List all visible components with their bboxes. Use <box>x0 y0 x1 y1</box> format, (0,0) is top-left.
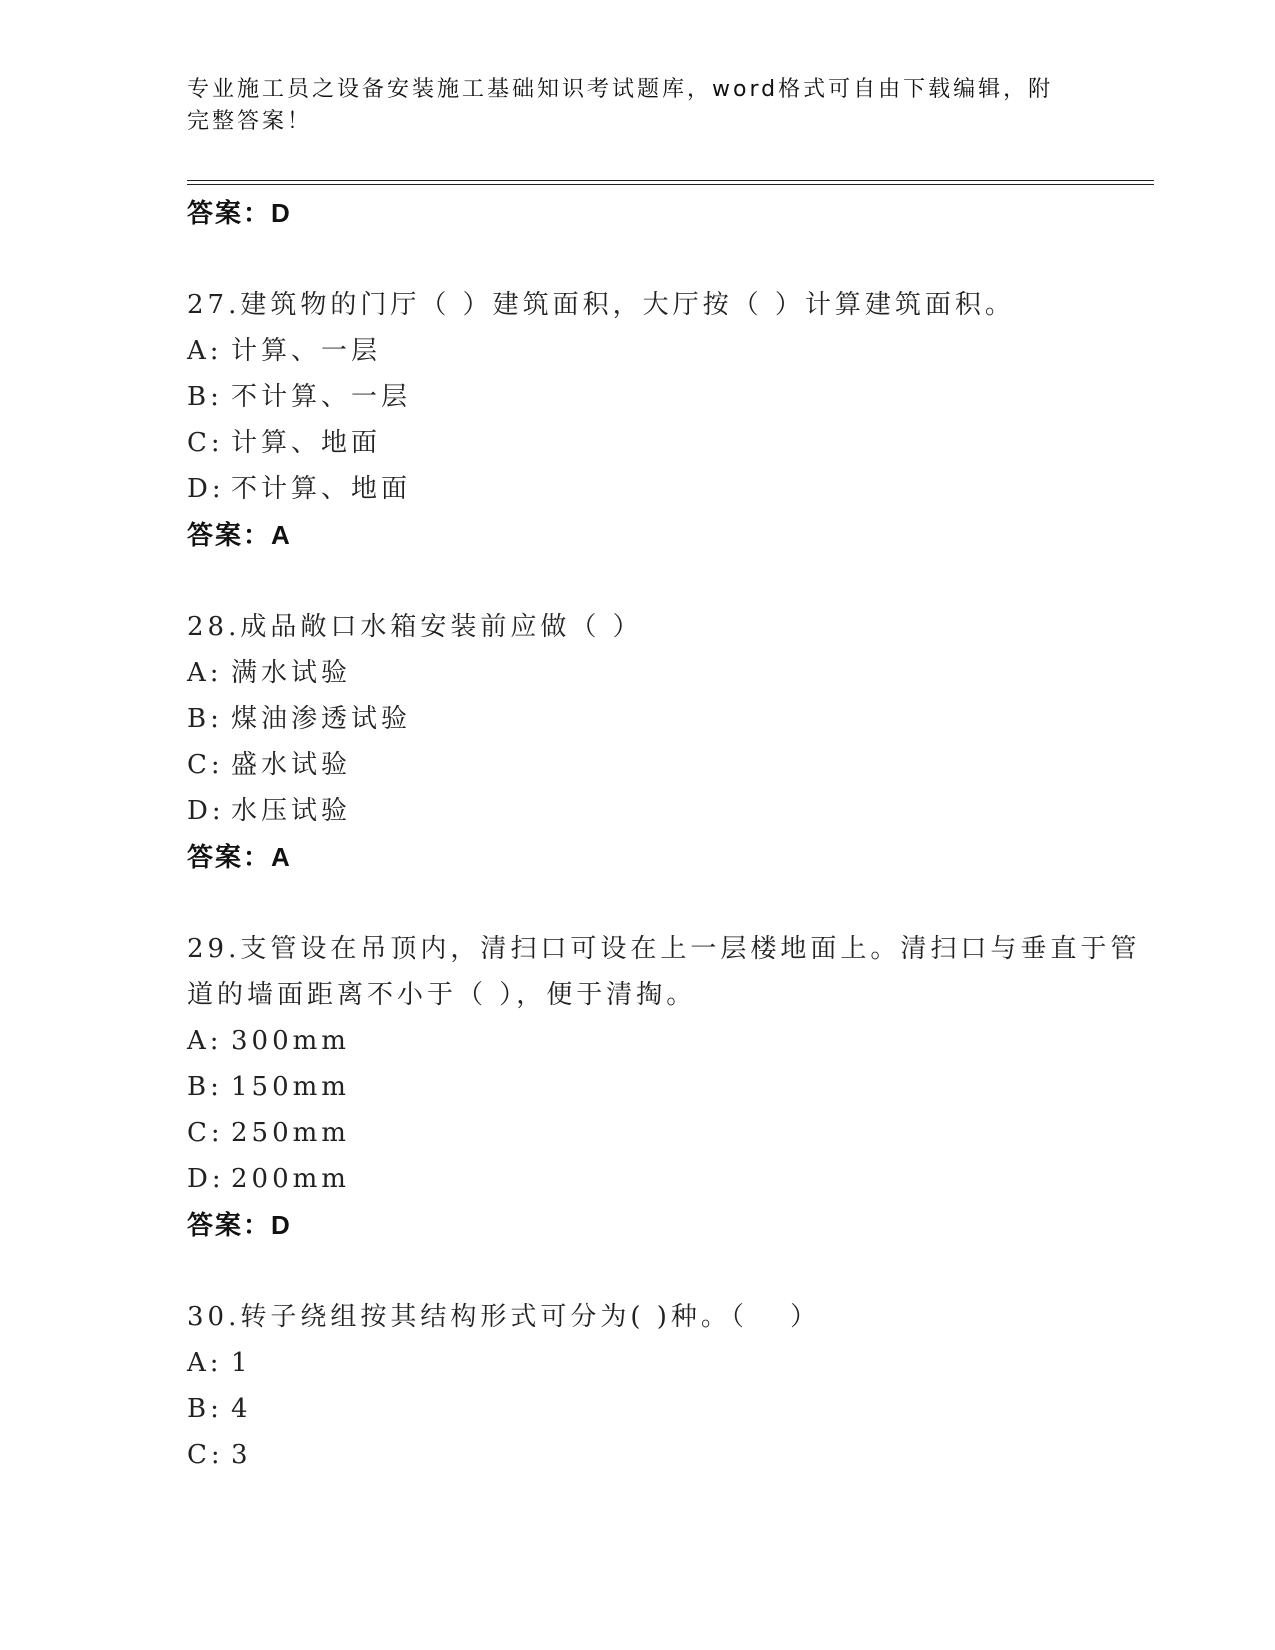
answer-line: 答案：D <box>187 198 292 228</box>
question-block <box>187 282 1147 558</box>
option-a <box>187 328 1147 374</box>
answer-line: 答案：D <box>187 1210 292 1240</box>
document-header: 专业施工员之设备安装施工基础知识考试题库，word格式可自由下载编辑，附完整答案！ <box>187 77 1054 134</box>
option-label: B: <box>187 704 223 734</box>
option-label: C: <box>187 750 224 780</box>
option-c <box>187 742 1147 788</box>
question-block <box>187 1294 1147 1478</box>
option-text: 计算、一层 <box>231 336 382 366</box>
option-label: B: <box>187 382 223 412</box>
option-text: 计算、地面 <box>231 428 382 458</box>
option-text: 250mm <box>231 1118 350 1148</box>
option-label: B: <box>187 1072 223 1102</box>
option-text: 不计算、地面 <box>231 474 412 504</box>
option-text: 水压试验 <box>231 796 352 826</box>
option-text: 1 <box>231 1348 252 1378</box>
option-text: 盛水试验 <box>231 750 352 780</box>
option-a <box>187 650 1147 696</box>
option-text: 煤油渗透试验 <box>231 704 412 734</box>
answer-line: 答案：A <box>187 842 292 872</box>
header-divider-bottom <box>187 184 1154 185</box>
option-b <box>187 696 1147 742</box>
option-text: 150mm <box>231 1072 350 1102</box>
option-text: 4 <box>231 1394 252 1424</box>
header-divider-top <box>187 180 1154 181</box>
option-label: C: <box>187 428 224 458</box>
option-d <box>187 788 1147 834</box>
question-text: 27.建筑物的门厅（ ）建筑面积，大厅按（ ）计算建筑面积。 <box>187 290 1015 320</box>
question-block <box>187 926 1147 1248</box>
option-text: 3 <box>231 1440 252 1470</box>
question-block <box>187 604 1147 880</box>
option-label: C: <box>187 1440 224 1470</box>
option-text: 200mm <box>231 1164 350 1194</box>
option-d <box>187 466 1147 512</box>
option-label: C: <box>187 1118 224 1148</box>
option-text: 满水试验 <box>231 658 352 688</box>
option-label: A: <box>187 336 223 366</box>
option-text: 300mm <box>231 1026 350 1056</box>
option-label: D: <box>187 1164 225 1194</box>
option-a <box>187 1018 1147 1064</box>
question-text: 30.转子绕组按其结构形式可分为( )种。（ ） <box>187 1302 821 1332</box>
answer-line: 答案：A <box>187 520 292 550</box>
option-label: A: <box>187 1348 223 1378</box>
option-a <box>187 1340 1147 1386</box>
question-list <box>187 190 1147 1478</box>
question-text: 28.成品敞口水箱安装前应做（ ） <box>187 612 643 642</box>
option-c <box>187 1110 1147 1156</box>
option-label: D: <box>187 796 225 826</box>
option-b <box>187 1064 1147 1110</box>
option-b <box>187 1386 1147 1432</box>
option-label: A: <box>187 658 223 688</box>
option-label: A: <box>187 1026 223 1056</box>
option-d <box>187 1156 1147 1202</box>
option-label: D: <box>187 474 225 504</box>
option-c <box>187 420 1147 466</box>
question-text: 29.支管设在吊顶内，清扫口可设在上一层楼地面上。清扫口与垂直于管道的墙面距离不小于（ ），便于清掏。 <box>187 934 1141 1010</box>
option-label: B: <box>187 1394 223 1424</box>
option-c <box>187 1432 1147 1478</box>
option-b <box>187 374 1147 420</box>
option-text: 不计算、一层 <box>231 382 412 412</box>
